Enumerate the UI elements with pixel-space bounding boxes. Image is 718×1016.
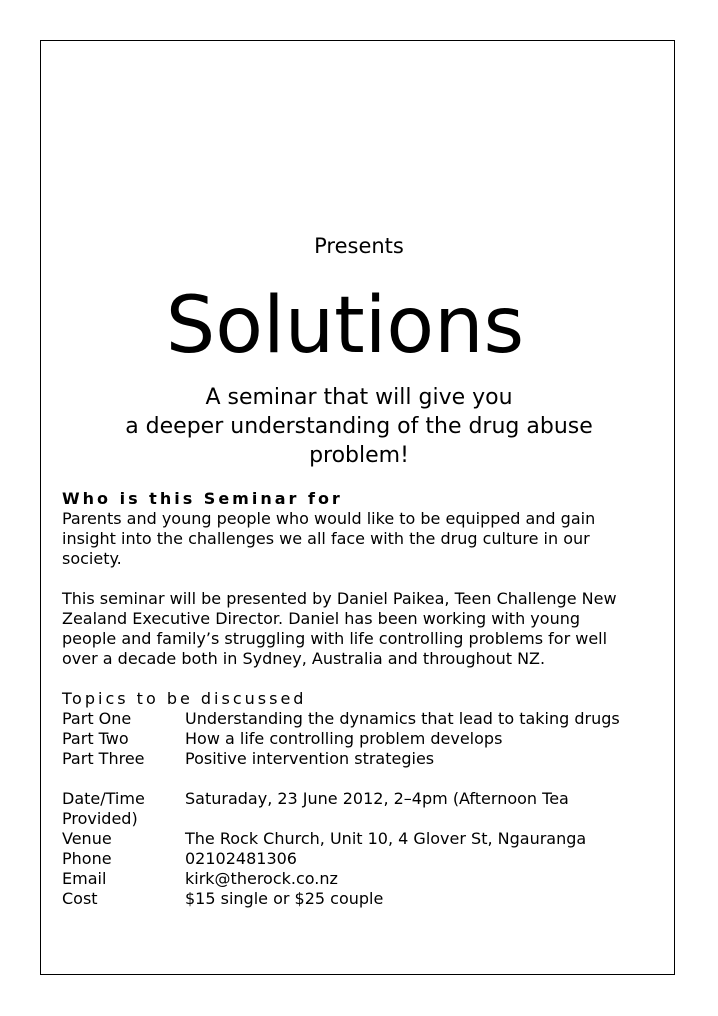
who-body-line-2: insight into the challenges we all face with the drug culture in our [62,529,590,548]
subtitle-line-2: a deeper understanding of the drug abuse [125,414,593,439]
datetime-label: Date/Time [62,789,145,808]
topic-label: Part Three [62,749,145,768]
spacer [62,569,662,589]
spacer [62,769,662,789]
detail-label: Email [62,869,107,888]
seminar-title: Solutions [165,281,525,371]
detail-value: $15 single or $25 couple [185,889,384,908]
detail-row-email [62,869,662,889]
detail-row-cost [62,889,662,909]
topic-row [62,729,662,749]
topic-value: How a life controlling problem develops [185,729,503,748]
topic-label: Part One [62,709,132,728]
spacer [62,669,662,689]
who-body-line-1: Parents and young people who would like to be equipped and gain [62,509,596,528]
who-body [62,509,662,569]
presenter-body [62,589,662,669]
detail-value: 02102481306 [185,849,297,868]
who-body-line-3: society. [62,549,122,568]
topic-value: Understanding the dynamics that lead to taking drugs [185,709,620,728]
presenter-body-line-2: Zealand Executive Director. Daniel has been working with young [62,609,580,628]
datetime-value: Saturaday, 23 June 2012, 2–4pm (Afternoon Tea [185,789,569,808]
presenter-body-line-1: This seminar will be presented by Daniel Paikea, Teen Challenge New [62,589,617,608]
subtitle-line-3: problem! [309,443,409,468]
presenter-body-line-3: people and family’s struggling with life controlling problems for well [62,629,608,648]
topic-row [62,709,662,729]
presenter-body-line-4: over a decade both in Sydney, Australia and throughout NZ. [62,649,546,668]
datetime-continuation: Provided) [62,809,138,828]
topics-heading: Topics to be discussed [62,689,307,708]
flyer-content [62,489,662,909]
detail-label: Venue [62,829,112,848]
detail-row-phone [62,849,662,869]
subtitle-line-1: A seminar that will give you [205,385,513,410]
topic-value: Positive intervention strategies [185,749,435,768]
detail-row-venue [62,829,662,849]
detail-value: The Rock Church, Unit 10, 4 Glover St, Ngauranga [185,829,587,848]
datetime-row [62,789,662,829]
detail-label: Phone [62,849,112,868]
topic-label: Part Two [62,729,129,748]
detail-label: Cost [62,889,98,908]
presents-line: Presents [314,234,404,258]
detail-value: kirk@therock.co.nz [185,869,338,888]
topic-row [62,749,662,769]
seminar-subtitle [70,383,648,470]
who-heading: Who is this Seminar for [62,489,343,508]
